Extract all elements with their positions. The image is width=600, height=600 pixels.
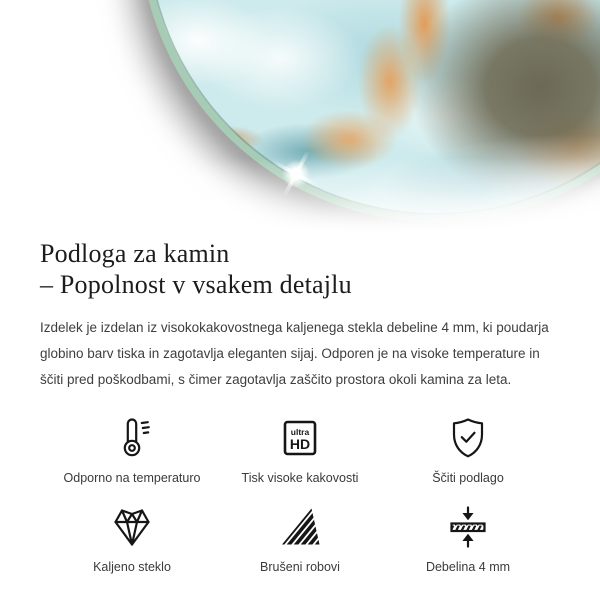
- svg-text:HD: HD: [289, 436, 311, 453]
- feature-label: Debelina 4 mm: [425, 560, 511, 575]
- feature-label: Tisk visoke kakovosti: [241, 471, 359, 486]
- product-description: Izdelek je izdelan iz visokokakovostnega kaljenega stekla debeline 4 mm, ki poudarja globino barv tiska in zagotavlja eleganten sijaj. Odporen je na visoke temperature in ščiti pred poškodbami, s čimer zagotavlja zaščito prostora okoli kamina za leta.: [40, 320, 549, 388]
- feature-protects-surface: [384, 414, 552, 485]
- shield-check-icon: [444, 414, 492, 462]
- feature-label: Odporno na temperaturo: [63, 471, 201, 486]
- diamond-icon: [108, 503, 156, 551]
- polished-edges-icon: [276, 503, 324, 551]
- feature-tempered-glass: [48, 503, 216, 574]
- feature-grid: [40, 414, 560, 574]
- feature-print-quality: [216, 414, 384, 485]
- thickness-icon: [444, 503, 492, 551]
- feature-label: Kaljeno steklo: [93, 560, 171, 575]
- page-title-line1: Podloga za kamin: [40, 239, 230, 268]
- feature-label: Ščiti podlago: [432, 471, 504, 486]
- product-hero-image: [0, 0, 600, 232]
- feature-thickness: [384, 503, 552, 574]
- feature-label: Brušeni robovi: [260, 560, 340, 575]
- product-info-section: [0, 239, 600, 574]
- thermometer-icon: [108, 414, 156, 462]
- page-title-line2: – Popolnost v vsakem detajlu: [40, 269, 352, 299]
- feature-polished-edges: [216, 503, 384, 574]
- ultra-hd-icon: [276, 414, 324, 462]
- hero-white-fade-overlay: [0, 0, 600, 232]
- feature-temperature: [48, 414, 216, 485]
- svg-text:ultra: ultra: [290, 427, 310, 438]
- page-title: [40, 239, 560, 300]
